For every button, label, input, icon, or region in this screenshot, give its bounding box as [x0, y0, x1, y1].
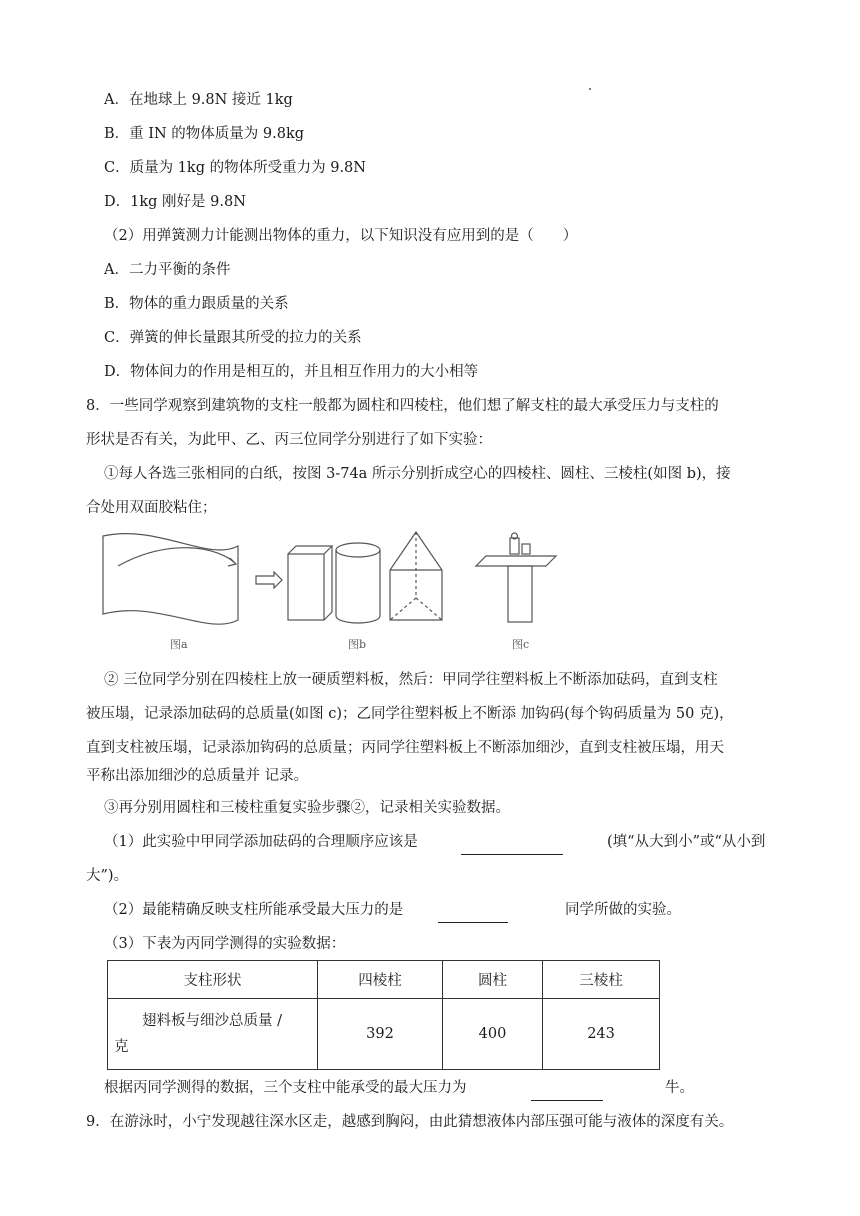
- row-label-line2: 克: [114, 1039, 129, 1055]
- scan-dot: [589, 88, 591, 90]
- arrow-icon: [256, 572, 282, 588]
- q7-part2-option-b: B．物体的重力跟质量的关系: [104, 296, 289, 312]
- table-cell: 243: [543, 999, 660, 1070]
- q8-conclusion-unit: 牛。: [665, 1080, 694, 1096]
- table-row: [108, 999, 660, 1070]
- q9-line1: 9．在游泳时，小宁发现越往深水区走，越感到胸闷，由此猜想液体内部压强可能与液体的深度有关。: [86, 1114, 734, 1130]
- row-label-line1: 翅料板与细沙总质量 /: [142, 1013, 282, 1029]
- q8-step2-line2: 被压塌，记录添加砝码的总质量(如图 c)；乙同学往塑料板上不断添 加钩码(每个钩码质量为 50 克)，: [86, 706, 734, 722]
- q8-intro-line2: 形状是否有关，为此甲、乙、丙三位同学分别进行了如下实验：: [86, 432, 492, 448]
- q8-step2-line3: 直到支柱被压塌，记录添加钩码的总质量；丙同学往塑料板上不断添加细沙，直到支柱被压塌，用天: [86, 740, 724, 756]
- q8-sub1-hint-end: 大”)。: [86, 868, 129, 884]
- data-table: [107, 960, 660, 1070]
- q7-part2-stem: （2）用弹簧测力计能测出物体的重力，以下知识没有应用到的是（ ）: [104, 228, 578, 244]
- q8-intro-line1: 8．一些同学观察到建筑物的支柱一般都为圆柱和四棱柱，他们想了解支柱的最大承受压力与支柱的: [86, 398, 719, 414]
- q8-conclusion-text: 根据丙同学测得的数据，三个支柱中能承受的最大压力为: [104, 1080, 467, 1096]
- q8-sub2-suffix: 同学所做的实验。: [565, 902, 681, 918]
- q8-sub3-text: （3）下表为丙同学测得的实验数据：: [104, 936, 346, 952]
- q7-part2-option-a: A．二力平衡的条件: [104, 262, 231, 278]
- table-row-label: [108, 999, 318, 1070]
- figure-c-label: 图c: [512, 638, 530, 651]
- figure-a-label: 图a: [170, 638, 188, 651]
- figure-b-triangular-prism: [390, 532, 442, 620]
- figure-a-paper-sheet: [103, 534, 238, 625]
- q8-step3: ③再分别用圆柱和三棱柱重复实验步骤②，记录相关实验数据。: [104, 800, 510, 816]
- q8-step1-line1: ①每人各选三张相同的白纸，按图 3-74a 所示分别折成空心的四棱柱、圆柱、三棱柱(如图 b)，接: [104, 466, 731, 482]
- q7-option-b: B．重 IN 的物体质量为 9.8kg: [104, 126, 305, 142]
- q8-conclusion-answer-blank[interactable]: [531, 1086, 603, 1101]
- q8-sub2-answer-blank[interactable]: [438, 908, 508, 923]
- table-cell: 400: [442, 999, 542, 1070]
- figure-b-square-prism: [288, 546, 332, 620]
- table-header-cell: 支柱形状: [108, 961, 318, 999]
- q7-option-a: A．在地球上 9.8N 接近 1kg: [104, 92, 293, 108]
- q8-sub1-text: （1）此实验中甲同学添加砝码的合理顺序应该是: [104, 834, 418, 850]
- table-header-cell: 三棱柱: [543, 961, 660, 999]
- figure-c-loaded-prism: [476, 533, 556, 622]
- experiment-figure: [98, 528, 568, 652]
- table-header-row: [108, 961, 660, 999]
- q7-part2-option-c: C．弹簧的伸长量跟其所受的拉力的关系: [104, 330, 362, 346]
- figure-b-label: 图b: [348, 638, 367, 651]
- q8-step2-line1: ② 三位同学分别在四棱柱上放一硬质塑料板，然后：甲同学往塑料板上不断添加砝码，直到支柱: [104, 672, 718, 688]
- table-header-cell: 四棱柱: [318, 961, 443, 999]
- q8-sub2-text: （2）最能精确反映支柱所能承受最大压力的是: [104, 902, 404, 918]
- q8-step2-line4: 平称出添加细沙的总质量并 记录。: [86, 768, 309, 784]
- table-cell: 392: [318, 999, 443, 1070]
- q8-step1-line2: 合处用双面胶粘住；: [86, 500, 217, 516]
- q7-option-c: C．质量为 1kg 的物体所受重力为 9.8N: [104, 160, 366, 176]
- figure-b-cylinder: [336, 543, 380, 623]
- q7-option-d: D．1kg 刚好是 9.8N: [104, 194, 246, 210]
- q7-part2-option-d: D．物体间力的作用是相互的，并且相互作用力的大小相等: [104, 364, 479, 380]
- q8-sub1-answer-blank[interactable]: [461, 840, 563, 855]
- q8-sub1-hint: (填“从大到小”或“从小到: [607, 834, 766, 850]
- table-header-cell: 圆柱: [442, 961, 542, 999]
